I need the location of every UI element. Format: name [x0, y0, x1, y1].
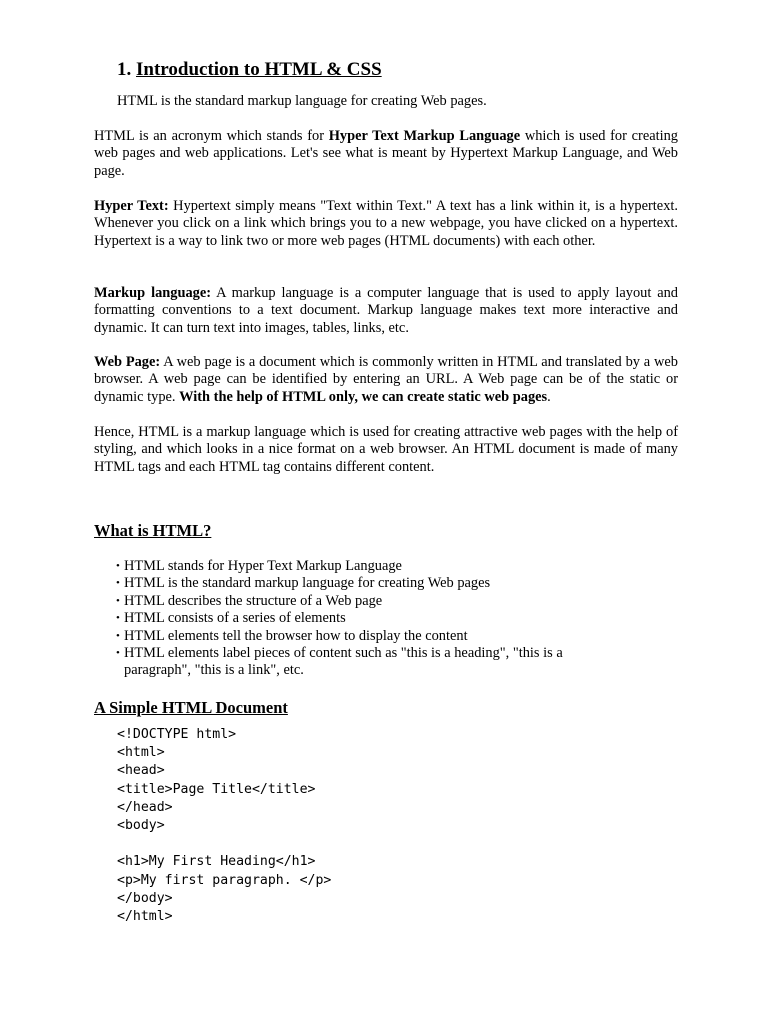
- code-line: <h1>My First Heading</h1>: [117, 854, 316, 870]
- list-item: [116, 610, 616, 627]
- paragraph-web-page: [94, 354, 678, 406]
- code-line: <p>My first paragraph. </p>: [117, 872, 332, 888]
- list-item-text: HTML is the standard markup language for creating Web pages: [124, 575, 491, 592]
- para1-bold: Hyper Text Markup Language: [328, 128, 521, 144]
- para4-text: A web page is a document which is commonly written in HTML and translated by a web browser. A web page can be identified by entering an URL. A Web page can be of the static or dynamic type.: [94, 354, 678, 405]
- title-text: Introduction to HTML & CSS: [136, 59, 382, 80]
- paragraph-hypertext: [94, 198, 678, 250]
- list-item: [116, 628, 616, 645]
- code-line: <head>: [117, 763, 165, 779]
- code-line: [117, 835, 331, 853]
- code-line: <body>: [117, 817, 165, 833]
- code-line: </html>: [117, 908, 173, 924]
- para2-bold: Hyper Text:: [94, 198, 169, 214]
- para1-text-end: which is used for creating web pages and web applications. Let's see what is meant by Hypertext Markup Language, and Web page.: [94, 128, 678, 179]
- list-item-text: HTML stands for Hyper Text Markup Language: [124, 558, 402, 574]
- para4-period: .: [547, 388, 551, 405]
- list-item: [116, 645, 616, 680]
- para3-bold: Markup language:: [94, 285, 212, 301]
- page-title: [117, 58, 382, 82]
- paragraph-summary: Hence, HTML is a markup language which is used for creating attractive web pages with the help of styling, and which looks in a nice format on a web browser. An HTML document is made of many HTML tags and each HTML tag contains different content.: [94, 424, 678, 475]
- what-is-html-heading: What is HTML?: [94, 521, 212, 540]
- paragraph-markup-language: [94, 285, 678, 337]
- bullet-icon: •: [116, 560, 120, 572]
- what-is-html-list: [116, 558, 616, 680]
- para4-bold: Web Page:: [94, 354, 161, 370]
- para3-text: A markup language is a computer language that is used to apply layout and formatting conventions to a text document. Markup language makes text more interactive and dynamic. It can turn text into images, tables, links, etc.: [94, 285, 678, 336]
- bullet-icon: •: [116, 629, 120, 642]
- intro-line: HTML is the standard markup language for creating Web pages.: [117, 93, 487, 109]
- list-item-text: HTML consists of a series of elements: [124, 610, 346, 627]
- list-item: [116, 593, 616, 610]
- bullet-icon: •: [116, 594, 120, 607]
- code-line: <html>: [117, 745, 165, 761]
- paragraph-acronym: [94, 128, 678, 180]
- para1-text-start: HTML is an acronym which stands for: [94, 128, 329, 144]
- bullet-icon: •: [116, 577, 120, 590]
- para2-text: Hypertext simply means "Text within Text." A text has a link within it, is a hypertext. Whenever you click on a link which brings you to a new webpage, you have clicked on a hypertext. Hypertext is a way to link two or more web pages (HTML documents) with each other.: [94, 198, 678, 249]
- title-number: 1.: [117, 59, 132, 80]
- html-code-sample: [117, 726, 331, 926]
- code-line: </head>: [117, 799, 173, 815]
- list-item-text: HTML describes the structure of a Web page: [124, 592, 383, 609]
- list-item-text: HTML elements tell the browser how to display the content: [124, 627, 468, 644]
- code-line: <title>Page Title</title>: [117, 781, 316, 797]
- list-item-text: HTML elements label pieces of content such as "this is a heading", "this is a paragraph", "this is a link", etc.: [124, 645, 563, 679]
- list-item: [116, 575, 616, 592]
- list-item: [116, 558, 616, 575]
- bullet-icon: •: [116, 612, 120, 625]
- simple-html-document-heading: A Simple HTML Document: [94, 698, 288, 717]
- code-line: </body>: [117, 890, 173, 906]
- code-line: <!DOCTYPE html>: [117, 727, 237, 742]
- para4-bold-static: With the help of HTML only, we can create static web pages: [179, 388, 548, 405]
- bullet-icon: •: [116, 647, 120, 660]
